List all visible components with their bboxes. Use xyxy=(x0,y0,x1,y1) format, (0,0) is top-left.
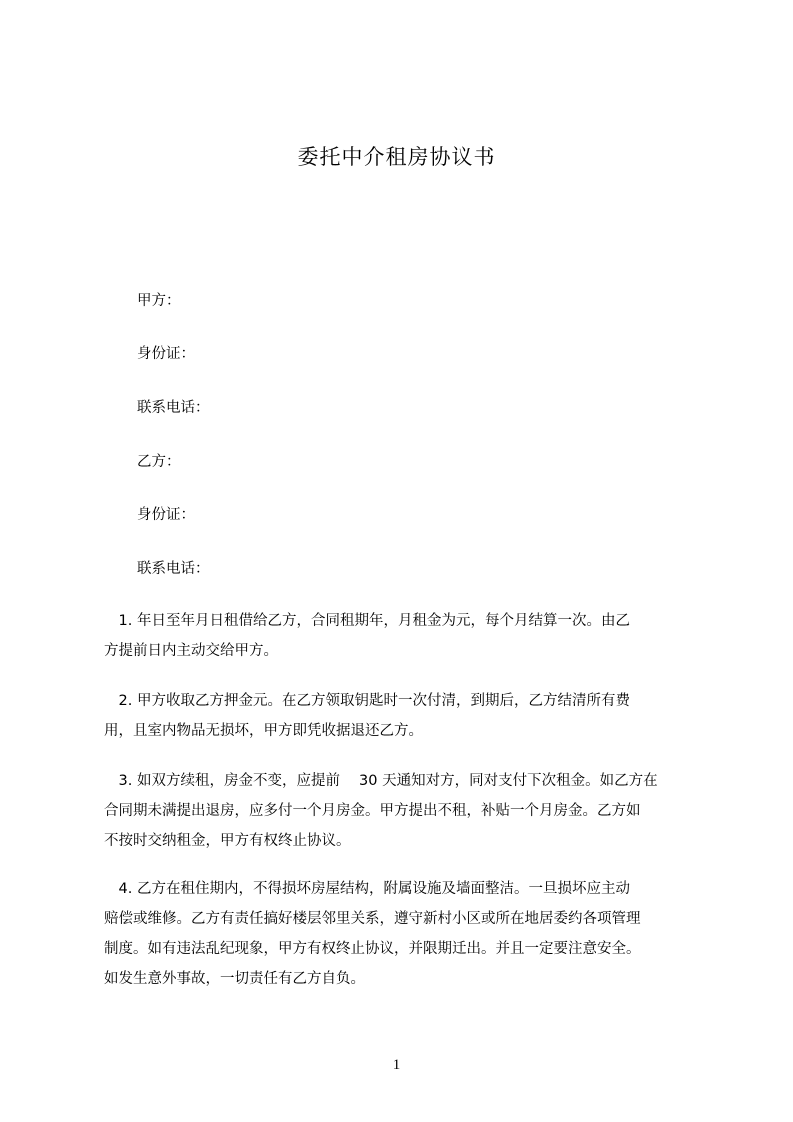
clause-line: 制度。如有违法乱纪现象，甲方有权终止协议，并限期迁出。并且一定要注意安全。 xyxy=(104,941,641,957)
document-title: 委托中介租房协议书 xyxy=(297,145,496,169)
clause-line: 合同期未满提出退房，应多付一个月房金。甲方提出不租，补贴一个月房金。乙方如 xyxy=(104,803,641,819)
party-a-phone-label: 联系电话： xyxy=(137,400,210,416)
clause-2 xyxy=(104,686,704,746)
party-b-phone-label: 联系电话： xyxy=(137,561,210,577)
clause-line: 4. 乙方在租住期内，不得损坏房屋结构，附属设施及墙面整洁。一旦损坏应主动 xyxy=(104,881,630,897)
clause-line: 3. 如双方续租，房金不变，应提前 30 天通知对方，同对支付下次租金。如乙方在 xyxy=(104,773,658,789)
clause-line: 2. 甲方收取乙方押金元。在乙方领取钥匙时一次付清，到期后，乙方结清所有费 xyxy=(104,693,630,709)
clause-line: 如发生意外事故，一切责任有乙方自负。 xyxy=(104,971,365,987)
clause-line: 1. 年日至年月日租借给乙方，合同租期年，月租金为元，每个月结算一次。由乙 xyxy=(104,613,630,629)
clause-line: 方提前日内主动交给甲方。 xyxy=(104,643,278,659)
clause-line: 用，且室内物品无损坏，甲方即凭收据退还乙方。 xyxy=(104,723,423,739)
party-a-name-label: 甲方： xyxy=(137,293,181,309)
page-number: 1 xyxy=(392,1057,401,1073)
clause-1 xyxy=(104,606,704,666)
clause-line: 赔偿或维修。乙方有责任搞好楼层邻里关系，遵守新村小区或所在地居委约各项管理 xyxy=(104,911,641,927)
party-b-name-label: 乙方： xyxy=(137,454,181,470)
clause-line: 不按时交纳租金，甲方有权终止协议。 xyxy=(104,833,351,849)
party-a-id-label: 身份证： xyxy=(137,346,195,362)
clause-3 xyxy=(104,766,704,856)
clause-4 xyxy=(104,874,704,994)
party-b-id-label: 身份证： xyxy=(137,507,195,523)
